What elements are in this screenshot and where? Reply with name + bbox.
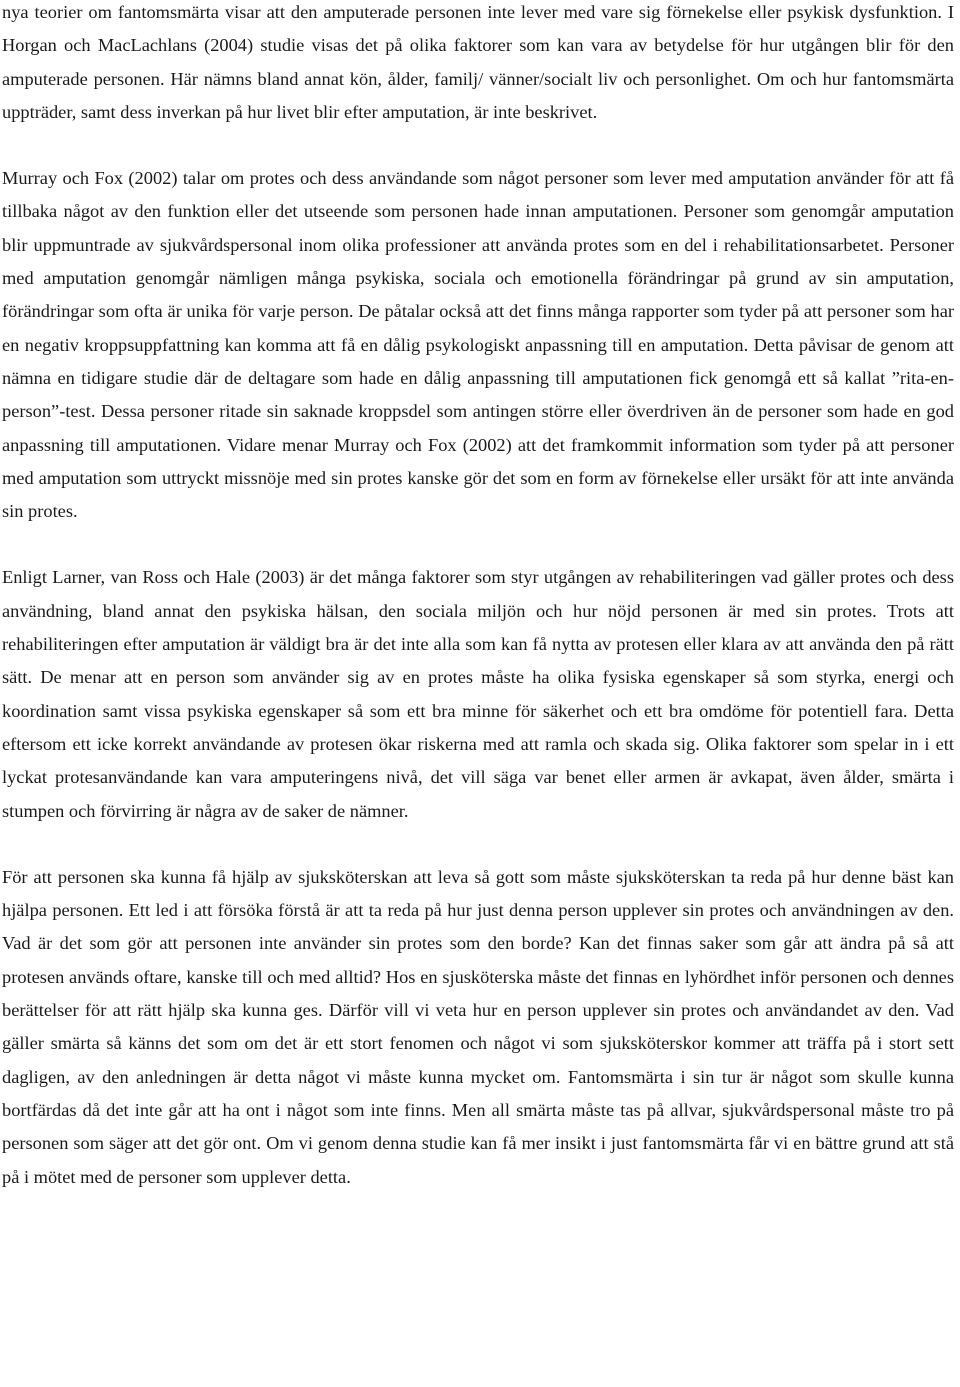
paragraph-text: Enligt Larner, van Ross och Hale (2003) är det många faktorer som styr utgången av rehabiliteringen vad gäller protes och dess användning, bland annat den psykiska hälsan, den sociala miljön och hur nöjd personen är med sin protes. Trots att rehabiliteringen efter amputation är väldigt bra är det inte alla som kan få nytta av protesen eller klara av att använda den på rätt sätt. De menar att en person som använder sig av en protes måste ha olika fysiska egenskaper så som styrka, energi och koordination samt vissa psykiska egenskaper så som ett bra minne för säkerhet och ett bra omdöme för potentiell fara. Detta eftersom ett icke korrekt användande av protesen ökar riskerna med att ramla och skada sig. Olika faktorer som spelar in i ett lyckat protesanvändande kan vara amputeringens nivå, det vill säga var benet eller armen är avkapat, även ålder, smärta i stumpen och förvirring är några av de saker de nämner.	[2, 567, 954, 821]
body-paragraph-4	[2, 861, 954, 1194]
paragraph-text: nya teorier om fantomsmärta visar att den amputerade personen inte lever med vare sig förnekelse eller psykisk dysfunktion. I Horgan och MacLachlans (2004) studie visas det på olika faktorer som kan vara av betydelse för hur utgången blir för den amputerade personen. Här nämns bland annat kön, ålder, familj/ vänner/socialt liv och personlighet. Om och hur fantomsmärta uppträder, samt dess inverkan på hur livet blir efter amputation, är inte beskrivet.	[2, 2, 954, 122]
body-paragraph-3	[2, 561, 954, 827]
paragraph-text: Murray och Fox (2002) talar om protes och dess användande som något personer som lever med amputation använder för att få tillbaka något av den funktion eller det utseende som personen hade innan amputationen. Personer som genomgår amputation blir uppmuntrade av sjukvårdspersonal inom olika professioner att använda protes som en del i rehabilitationsarbetet. Personer med amputation genomgår nämligen många psykiska, sociala och emotionella förändringar på grund av sin amputation, förändringar som ofta är unika för varje person. De påtalar också att det finns många rapporter som tyder på att personer som har en negativ kroppsuppfattning kan komma att få en dålig psykologiskt anpassning till en amputation. Detta påvisar de genom att nämna en tidigare studie där de deltagare som hade en dålig anpassning till amputationen fick genomgå ett så kallat ”rita-en-person”-test. Dessa personer ritade sin saknade kroppsdel som antingen större eller överdriven än de personer som hade en god anpassning till amputationen. Vidare menar Murray och Fox (2002) att det framkommit information som tyder på att personer med amputation som uttryckt missnöje med sin protes kanske gör det som en form av förnekelse eller ursäkt för att inte använda sin protes.	[2, 168, 954, 522]
paragraph-text: För att personen ska kunna få hjälp av sjuksköterskan att leva så gott som måste sjuksköterskan ta reda på hur denne bäst kan hjälpa personen. Ett led i att försöka förstå är att ta reda på hur just denna person upplever sin protes och användningen av den. Vad är det som gör att personen inte använder sin protes som den borde? Kan det finnas saker som går att ändra på så att protesen används oftare, kanske till och med alltid? Hos en sjusköterska måste det finnas en lyhördhet inför personen och dennes berättelser för att rätt hjälp ska kunna ges. Därför vill vi veta hur en person upplever sin protes och användandet av den. Vad gäller smärta så känns det som om det är ett stort fenomen och något vi som sjuksköterskor kommer att träffa på i stort sett dagligen, av den anledningen är detta något vi måste kunna mycket om. Fantomsmärta i sin tur är något som skulle kunna bortfärdas då det inte går att ha ont i något som inte finns. Men all smärta måste tas på allvar, sjukvårdspersonal måste tro på personen som säger att det gör ont. Om vi genom denna studie kan få mer insikt i just fantomsmärta får vi en bättre grund att stå på i mötet med de personer som upplever detta.	[2, 866, 954, 1187]
body-paragraph-2	[2, 162, 954, 528]
body-paragraph-1	[2, 0, 954, 129]
